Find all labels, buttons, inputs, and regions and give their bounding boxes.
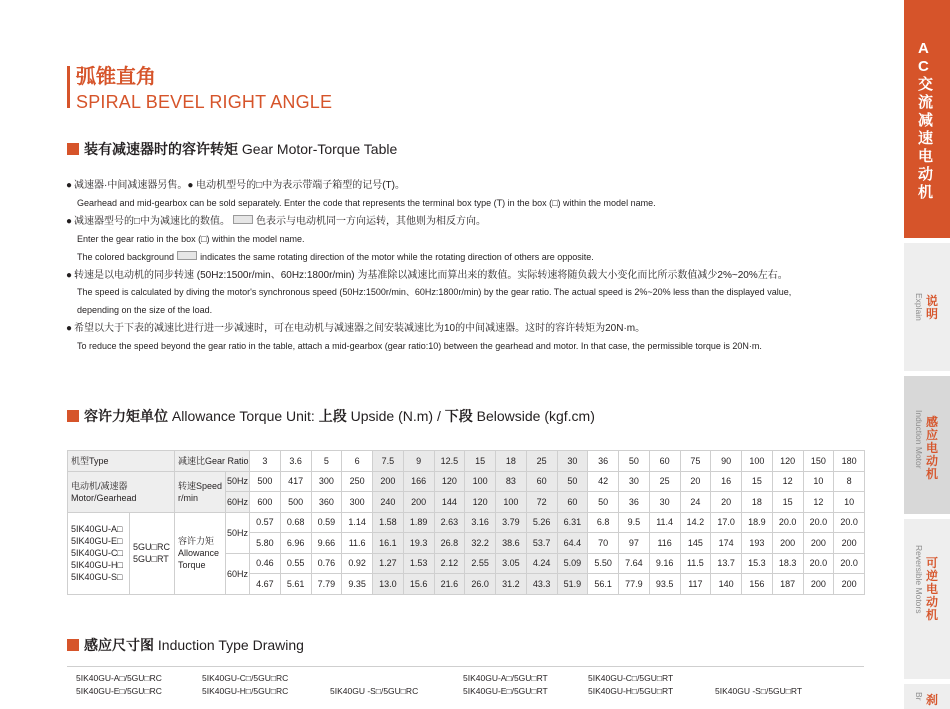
drawing-model-label: 5IK40GU-A□/5GU□RC [76,673,162,683]
note-item [66,249,856,267]
gear-ratio-cell: 6 [342,451,373,472]
speed-cell: 200 [403,492,434,513]
drawing-model-label: 5IK40GU-E□/5GU□RT [463,686,548,696]
notes-list [66,177,856,356]
speed-cell: 240 [373,492,404,513]
torque-cell: 21.6 [434,574,465,595]
shade-swatch [233,215,253,224]
torque-cell: 53.7 [526,533,557,554]
motor-gearhead-label-en: Motor/Gearhead [71,492,137,503]
speed-cell: 16 [711,471,742,492]
section-title-zh: 装有减速器时的容许转矩 [84,141,238,157]
drawing-model-label: 5IK40GU-H□/5GU□RT [588,686,674,696]
torque-cell: 140 [711,574,742,595]
note-text: 转速是以电动机的同步转速 (50Hz:1500r/min、60Hz:1800r/min) 为基准除以减速比而算出来的数值。实际转速将随负载大小变化而比所示数值减少2%~20%左右。 [74,269,788,281]
speed-cell: 83 [496,471,527,492]
speed-cell: 60 [526,471,557,492]
torque-cell: 5.80 [250,533,281,554]
torque-cell: 26.0 [465,574,496,595]
speed-header [175,471,226,512]
torque-header [175,512,226,594]
gear-ratio-cell: 150 [803,451,834,472]
note-text: indicates the same rotating direction of the motor while the rotating direction of others are opposite. [200,251,594,262]
shade-swatch [177,251,197,260]
torque-cell: 0.55 [280,553,311,574]
speed-cell: 120 [434,471,465,492]
torque-cell: 15.6 [403,574,434,595]
speed-cell: 18 [742,492,773,513]
torque-cell: 20.0 [834,512,865,533]
torque-cell: 1.53 [403,553,434,574]
speed-cell: 25 [649,471,680,492]
speed-cell: 20 [711,492,742,513]
drawing-model-label: 5IK40GU-C□/5GU□RT [588,673,674,683]
square-bullet-icon [67,410,79,422]
torque-cell: 20.0 [803,512,834,533]
gear-ratio-cell: 3 [250,451,281,472]
torque-cell: 13.0 [373,574,404,595]
torque-cell: 20.0 [772,512,803,533]
drawing-model-label: 5IK40GU -S□/5GU□RC [330,686,419,696]
drawing-model-label: 5IK40GU -S□/5GU□RT [715,686,803,696]
torque-cell: 9.35 [342,574,373,595]
sidebar-tab-label: 可逆电动机 [926,556,939,622]
torque-cell: 16.1 [373,533,404,554]
drawing-model-label: 5IK40GU-E□/5GU□RC [76,686,162,696]
note-item: ● 转速是以电动机的同步转速 (50Hz:1500r/min、60Hz:1800r/min) 为基准除以减速比而算出来的数值。实际转速将随负载大小变化而比所示数值减少2%~20%左右。 [66,269,788,281]
speed-cell: 15 [772,492,803,513]
torque-cell: 64.4 [557,533,588,554]
motor-model: 5IK40GU-S□ [71,572,123,582]
drawing-model-label: 5IK40GU-A□/5GU□RT [463,673,548,683]
note-text: Enter the gear ratio in the box (□) within the model name. [77,233,305,244]
speed-cell: 10 [834,492,865,513]
torque-cell: 2.12 [434,553,465,574]
drawing-model-group [76,672,162,698]
note-text: 减速器·中间减速器另售。● 电动机型号的□中为表示带端子箱型的记号(T)。 [74,180,405,191]
note-text: 色表示与电动机同一方向运转，其他则为相反方向。 [256,215,487,227]
speed-cell: 250 [342,471,373,492]
torque-cell: 0.46 [250,553,281,574]
torque-cell: 18.3 [772,553,803,574]
speed-cell: 42 [588,471,619,492]
speed-cell: 600 [250,492,281,513]
belowside-label: 下段 [444,408,473,424]
torque-cell: 5.61 [280,574,311,595]
torque-cell: 200 [834,533,865,554]
gear-ratio-cell: 120 [772,451,803,472]
speed-cell: 300 [311,471,342,492]
speed-cell: 24 [680,492,711,513]
torque-cell: 9.5 [619,512,650,533]
sidebar-tab-sublabel: Reversible Motors [914,545,924,614]
square-bullet-icon [67,143,79,155]
gear-ratio-cell: 9 [403,451,434,472]
speed-cell: 120 [465,492,496,513]
speed-cell: 8 [834,471,865,492]
page-title-en: SPIRAL BEVEL RIGHT ANGLE [76,92,333,112]
note-item [66,338,856,356]
torque-cell: 5.09 [557,553,588,574]
gear-ratio-cell: 18 [496,451,527,472]
sidebar-tab-reversible-motors[interactable] [904,519,950,679]
section-title-en: Induction Type Drawing [157,637,304,653]
torque-cell: 97 [619,533,650,554]
gear-ratio-cell: 7.5 [373,451,404,472]
table-row [68,451,865,472]
torque-cell: 11.5 [680,553,711,574]
torque-cell: 2.55 [465,553,496,574]
motor-model: 5IK40GU-C□ [71,548,123,558]
motor-model: 5IK40GU-E□ [71,536,123,546]
sidebar-tab-label: 说明 [926,294,939,321]
note-text: Gearhead and mid-gearbox can be sold separately. Enter the code that represents the terminal box type (T) in the box (□) within the model name. [77,197,656,208]
section-heading-drawing [67,636,304,654]
speed-label: 转速Speed [178,480,223,491]
torque-cell: 200 [803,533,834,554]
torque-cell: 18.9 [742,512,773,533]
torque-cell: 156 [742,574,773,595]
frequency-60hz-label: 60Hz [226,492,250,513]
speed-cell: 166 [403,471,434,492]
torque-cell: 26.8 [434,533,465,554]
torque-cell: 1.14 [342,512,373,533]
motor-model-list [68,512,130,594]
torque-cell: 6.96 [280,533,311,554]
speed-cell: 60 [557,492,588,513]
gear-ratio-header: 减速比Gear Ratio [175,451,250,472]
torque-cell: 6.31 [557,512,588,533]
torque-cell: 17.0 [711,512,742,533]
note-text: The speed is calculated by diving the motor's synchronous speed (50Hz:1500r/min、60Hz:1800r/min) by the gear ratio. The actual speed is 2%~20% less than the displayed value, [77,287,792,298]
gear-ratio-cell: 180 [834,451,865,472]
motor-gearhead-header [68,471,175,512]
torque-cell: 9.16 [649,553,680,574]
torque-cell: 77.9 [619,574,650,595]
drawing-model-label: 5IK40GU-H□/5GU□RC [202,686,289,696]
torque-cell: 38.6 [496,533,527,554]
speed-cell: 500 [250,471,281,492]
note-item [66,302,856,320]
torque-cell: 3.16 [465,512,496,533]
torque-label-en: Torque [178,560,206,570]
torque-cell: 200 [803,574,834,595]
torque-cell: 11.4 [649,512,680,533]
speed-cell: 360 [311,492,342,513]
gear-ratio-cell: 90 [711,451,742,472]
torque-cell: 0.59 [311,512,342,533]
speed-cell: 20 [680,471,711,492]
note-text: 希望以大于下表的减速比进行进一步减速时，可在电动机与减速器之间安装减速比为10的中间减速器。这时的容许转矩为20N·m。 [74,323,646,335]
gear-ratio-cell: 5 [311,451,342,472]
upside-unit: Upside (N.m) / [350,408,441,424]
speed-cell: 417 [280,471,311,492]
speed-cell: 15 [742,471,773,492]
torque-cell: 0.68 [280,512,311,533]
torque-cell: 1.58 [373,512,404,533]
drawing-model-group [330,685,418,698]
torque-cell: 0.76 [311,553,342,574]
torque-cell: 145 [680,533,711,554]
drawing-model-group [463,672,548,698]
divider [67,666,864,667]
torque-cell: 56.1 [588,574,619,595]
note-item [66,195,856,213]
sidebar-tab-sublabel: Br [914,692,924,701]
torque-cell: 4.24 [526,553,557,574]
torque-cell: 187 [772,574,803,595]
drawing-model-label: 5IK40GU-C□/5GU□RC [202,673,289,683]
drawing-model-group [202,672,288,698]
motor-model: 5IK40GU-A□ [71,524,123,534]
torque-cell: 5.50 [588,553,619,574]
torque-cell: 4.67 [250,574,281,595]
torque-cell: 200 [772,533,803,554]
table-row [68,512,865,533]
gear-ratio-cell: 75 [680,451,711,472]
torque-cell: 9.66 [311,533,342,554]
speed-cell: 36 [619,492,650,513]
gear-ratio-cell: 50 [619,451,650,472]
gear-ratio-cell: 36 [588,451,619,472]
torque-cell: 20.0 [834,553,865,574]
gear-ratio-cell: 100 [742,451,773,472]
torque-cell: 70 [588,533,619,554]
torque-cell: 116 [649,533,680,554]
note-text: depending on the size of the load. [77,305,213,316]
gear-ratio-cell: 3.6 [280,451,311,472]
type-header: 机型Type [68,451,175,472]
note-text: To reduce the speed beyond the gear ratio in the table, attach a mid-gearbox (gear ratio:10) between the gearhead and motor. In that case, the permissible torque is 20N·m. [77,341,762,352]
torque-cell: 15.3 [742,553,773,574]
speed-cell: 200 [373,471,404,492]
note-item [66,284,856,302]
section-title-zh: 容许力矩单位 [84,408,168,424]
torque-cell: 31.2 [496,574,527,595]
speed-cell: 100 [465,471,496,492]
note-text: 减速器型号的□中为减速比的数值。 [74,215,231,227]
section-heading-gear-torque [67,140,397,158]
sidebar-tab-brake[interactable] [904,684,950,709]
speed-unit: r/min [178,492,199,503]
note-item [66,231,856,249]
torque-table [67,450,865,595]
speed-cell: 50 [557,471,588,492]
note-text: The colored background [77,251,175,262]
section-title-en: Gear Motor-Torque Table [241,141,398,157]
page-title-zh: 弧锥直角 [76,66,156,88]
torque-label-zh: 容许力矩 [178,536,215,546]
torque-cell: 51.9 [557,574,588,595]
torque-cell: 200 [834,574,865,595]
motor-gearhead-label-zh: 电动机/减速器 [71,480,128,491]
torque-cell: 93.5 [649,574,680,595]
table-row [68,471,865,492]
frequency-50hz-label: 50Hz [226,512,250,553]
sidebar-tab-sublabel: Explain [914,293,924,321]
torque-cell: 6.8 [588,512,619,533]
drawing-model-group [588,672,673,698]
torque-cell: 5.26 [526,512,557,533]
title-accent-bar [67,66,70,108]
torque-label-en: Allowance [178,548,220,558]
torque-cell: 7.79 [311,574,342,595]
torque-cell: 0.92 [342,553,373,574]
sidebar-tab-ac-motor[interactable] [904,0,950,238]
torque-cell: 3.79 [496,512,527,533]
square-bullet-icon [67,639,79,651]
note-item: ● 希望以大于下表的减速比进行进一步减速时，可在电动机与减速器之间安装减速比为10的中间减速器。这时的容许转矩为20N·m。 [66,323,646,335]
sidebar-tab-label: 感应电动机 [926,415,939,481]
torque-cell: 1.89 [403,512,434,533]
section-title-zh: 感应尺寸图 [84,637,154,653]
gearhead-model: 5GU□RC [133,542,170,552]
sidebar-tab-label: AC交流减速电动机 [918,40,934,201]
speed-cell: 50 [588,492,619,513]
torque-cell: 2.63 [434,512,465,533]
speed-cell: 10 [803,471,834,492]
gearhead-model: 5GU□RT [133,554,169,564]
speed-cell: 12 [803,492,834,513]
gearhead-model-list [130,512,175,594]
section-heading-allowance-torque [67,407,595,425]
torque-cell: 13.7 [711,553,742,574]
sidebar-tab-sublabel: Induction Motor [914,410,924,469]
speed-cell: 100 [496,492,527,513]
torque-cell: 14.2 [680,512,711,533]
torque-cell: 19.3 [403,533,434,554]
speed-cell: 300 [342,492,373,513]
torque-cell: 174 [711,533,742,554]
torque-cell: 0.57 [250,512,281,533]
torque-cell: 3.05 [496,553,527,574]
speed-cell: 30 [649,492,680,513]
drawing-model-group [715,685,802,698]
gear-ratio-cell: 15 [465,451,496,472]
motor-model: 5IK40GU-H□ [71,560,123,570]
frequency-60hz-label: 60Hz [226,553,250,594]
note-item: ● 减速器型号的□中为减速比的数值。 色表示与电动机同一方向运转，其他则为相反方向。 [66,215,487,227]
speed-cell: 500 [280,492,311,513]
belowside-unit: Belowside (kgf.cm) [476,408,595,424]
torque-cell: 7.64 [619,553,650,574]
frequency-50hz-label: 50Hz [226,471,250,492]
sidebar-tab-label: 刹 [926,693,939,707]
gear-ratio-cell: 25 [526,451,557,472]
speed-cell: 144 [434,492,465,513]
upside-label: 上段 [318,408,347,424]
speed-cell: 12 [772,471,803,492]
torque-cell: 11.6 [342,533,373,554]
torque-cell: 1.27 [373,553,404,574]
torque-cell: 43.3 [526,574,557,595]
speed-cell: 72 [526,492,557,513]
torque-cell: 117 [680,574,711,595]
section-title-en: Allowance Torque Unit: [171,408,315,424]
torque-cell: 32.2 [465,533,496,554]
gear-ratio-cell: 60 [649,451,680,472]
torque-cell: 193 [742,533,773,554]
speed-cell: 30 [619,471,650,492]
gear-ratio-cell: 30 [557,451,588,472]
sidebar-tab-explain[interactable] [904,243,950,371]
torque-cell: 20.0 [803,553,834,574]
note-item: ● 减速器·中间减速器另售。● 电动机型号的□中为表示带端子箱型的记号(T)。 [66,180,405,191]
sidebar-tab-induction-motor[interactable] [904,376,950,514]
gear-ratio-cell: 12.5 [434,451,465,472]
